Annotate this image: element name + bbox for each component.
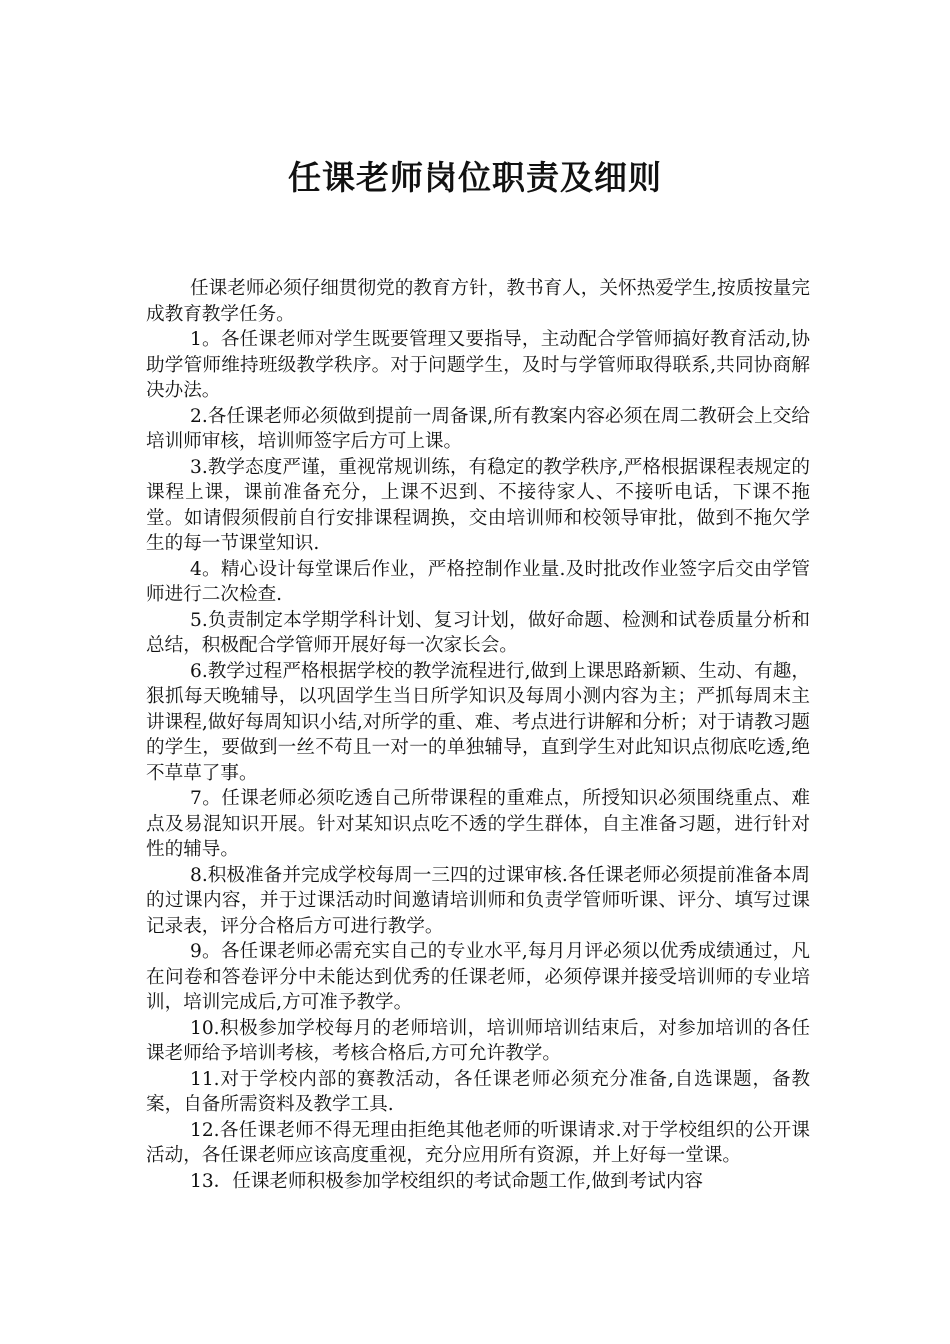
- rule-paragraph-4: 4。精心设计每堂课后作业，严格控制作业量.及时批改作业签字后交由学管师进行二次检查.: [146, 558, 810, 605]
- document-body: [146, 276, 810, 1194]
- rule-paragraph-1: 1。各任课老师对学生既要管理又要指导，主动配合学管师搞好教育活动,协助学管师维持班级教学秩序。对于问题学生，及时与学管师取得联系,共同协商解决办法。: [146, 329, 810, 401]
- rule-paragraph-8: 8.积极准备并完成学校每周一三四的过课审核.各任课老师必须提前准备本周的过课内容，并于过课活动时间邀请培训师和负责学管师听课、评分、填写过课记录表，评分合格后方可进行教学。: [146, 864, 810, 937]
- rule-paragraph-7: 7。任课老师必须吃透自己所带课程的重难点，所授知识必须围绕重点、难点及易混知识开展。针对某知识点吃不透的学生群体，自主准备习题，进行针对性的辅导。: [146, 788, 810, 860]
- intro-paragraph: 任课老师必须仔细贯彻党的教育方针，教书育人，关怀热爱学生,按质按量完成教育教学任务。: [146, 278, 810, 325]
- rule-paragraph-2: 2.各任课老师必须做到提前一周备课,所有教案内容必须在周二教研会上交给培训师审核，培训师签字后方可上课。: [146, 405, 810, 452]
- rule-paragraph-13: 13．任课老师积极参加学校组织的考试命题工作,做到考试内容: [190, 1170, 704, 1192]
- rule-paragraph-5: 5.负责制定本学期学科计划、复习计划，做好命题、检测和试卷质量分析和总结，积极配合学管师开展好每一次家长会。: [146, 609, 810, 656]
- rule-paragraph-9: 9。各任课老师必需充实自己的专业水平,每月月评必须以优秀成绩通过，凡在问卷和答卷评分中未能达到优秀的任课老师，必须停课并接受培训师的专业培训，培训完成后,方可准予教学。: [146, 941, 810, 1013]
- rule-paragraph-3: 3.教学态度严谨，重视常规训练，有稳定的教学秩序,严格根据课程表规定的课程上课，课前准备充分，上课不迟到、不接待家人、不接听电话，下课不拖堂。如请假须假前自行安排课程调换，交由培训师和校领导审批，做到不拖欠学生的每一节课堂知识.: [146, 456, 810, 554]
- rule-paragraph-6: 6.教学过程严格根据学校的教学流程进行,做到上课思路新颖、生动、有趣，狠抓每天晚辅导，以巩固学生当日所学知识及每周小测内容为主；严抓每周末主讲课程,做好每周知识小结,对所学的重、难、考点进行讲解和分析；对于请教习题的学生，要做到一丝不苟且一对一的单独辅导，直到学生对此知识点彻底吃透,绝不草草了事。: [146, 660, 810, 784]
- rule-paragraph-11: 11.对于学校内部的赛教活动，各任课老师必须充分准备,自选课题，备教案，自备所需资料及教学工具.: [146, 1068, 810, 1115]
- rule-paragraph-12: 12.各任课老师不得无理由拒绝其他老师的听课请求.对于学校组织的公开课活动，各任课老师应该高度重视，充分应用所有资源，并上好每一堂课。: [146, 1119, 810, 1166]
- document-title: 任课老师岗位职责及细则: [288, 158, 662, 197]
- rule-paragraph-10: 10.积极参加学校每月的老师培训，培训师培训结束后，对参加培训的各任课老师给予培训考核，考核合格后,方可允许教学。: [146, 1017, 810, 1064]
